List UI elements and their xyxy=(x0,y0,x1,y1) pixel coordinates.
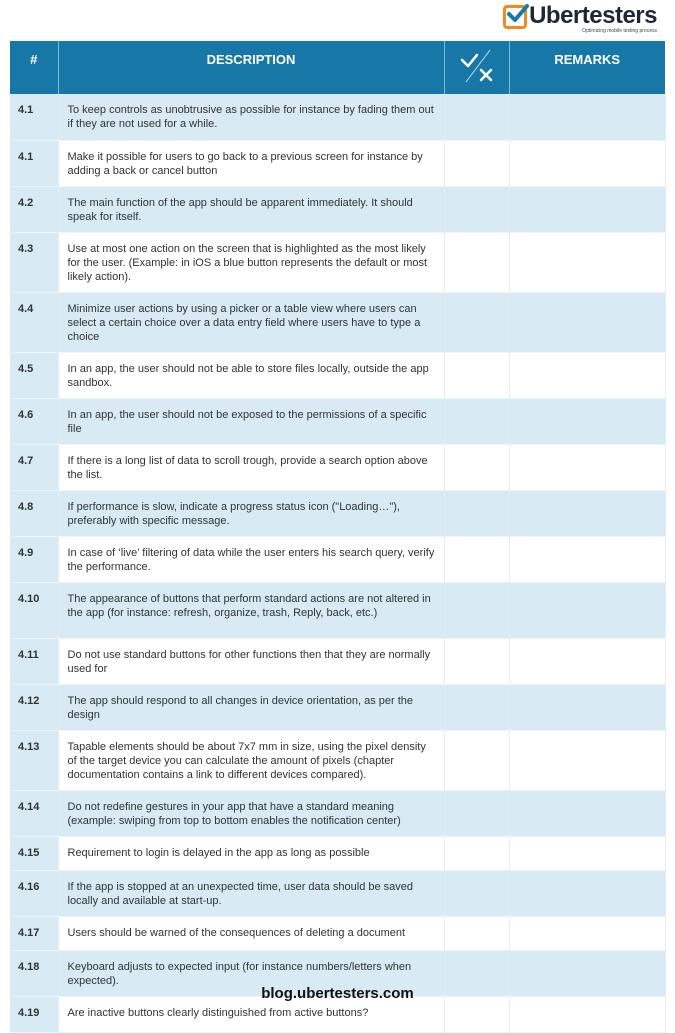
row-number: 4.16 xyxy=(10,870,58,916)
table-row xyxy=(10,232,665,292)
row-number: 4.2 xyxy=(10,186,58,232)
row-remarks-cell[interactable] xyxy=(509,444,665,490)
table-row xyxy=(10,444,665,490)
row-description: Do not redefine gestures in your app that have a standard meaning (example: swiping from top to bottom enables the notification center) xyxy=(58,790,444,836)
row-number: 4.11 xyxy=(10,638,58,684)
row-number: 4.18 xyxy=(10,950,58,996)
row-remarks-cell[interactable] xyxy=(509,536,665,582)
row-description: The app should respond to all changes in device orientation, as per the design xyxy=(58,684,444,730)
table-header-row xyxy=(10,41,665,94)
row-check-cell[interactable] xyxy=(444,490,509,536)
row-description: If the app is stopped at an unexpected time, user data should be saved locally and available at start-up. xyxy=(58,870,444,916)
table-row xyxy=(10,140,665,186)
checkbox-logo-icon xyxy=(503,5,527,29)
column-header-description: DESCRIPTION xyxy=(58,41,444,94)
row-remarks-cell[interactable] xyxy=(509,94,665,140)
row-check-cell[interactable] xyxy=(444,140,509,186)
row-description: Are inactive buttons clearly distinguished from active buttons? xyxy=(58,996,444,1032)
row-description: Requirement to login is delayed in the app as long as possible xyxy=(58,836,444,870)
row-number: 4.7 xyxy=(10,444,58,490)
row-description: In an app, the user should not be able to store files locally, outside the app sandbox. xyxy=(58,352,444,398)
row-number: 4.10 xyxy=(10,582,58,638)
table-row xyxy=(10,536,665,582)
row-check-cell[interactable] xyxy=(444,536,509,582)
row-remarks-cell[interactable] xyxy=(509,836,665,870)
table-row xyxy=(10,790,665,836)
ubertesters-logo xyxy=(503,3,657,35)
row-number: 4.6 xyxy=(10,398,58,444)
checklist-table xyxy=(10,41,666,1033)
row-description: To keep controls as unobtrusive as possible for instance by fading them out if they are not used for a while. xyxy=(58,94,444,140)
table-row xyxy=(10,352,665,398)
row-number: 4.1 xyxy=(10,94,58,140)
table-row xyxy=(10,730,665,790)
row-remarks-cell[interactable] xyxy=(509,140,665,186)
row-remarks-cell[interactable] xyxy=(509,232,665,292)
row-number: 4.13 xyxy=(10,730,58,790)
row-number: 4.9 xyxy=(10,536,58,582)
row-number: 4.3 xyxy=(10,232,58,292)
row-check-cell[interactable] xyxy=(444,582,509,638)
row-check-cell[interactable] xyxy=(444,870,509,916)
table-row xyxy=(10,490,665,536)
row-remarks-cell[interactable] xyxy=(509,790,665,836)
row-description: Users should be warned of the consequences of deleting a document xyxy=(58,916,444,950)
column-header-check xyxy=(444,41,509,94)
row-number: 4.4 xyxy=(10,292,58,352)
row-description: In an app, the user should not be exposed to the permissions of a specific file xyxy=(58,398,444,444)
row-remarks-cell[interactable] xyxy=(509,638,665,684)
row-check-cell[interactable] xyxy=(444,352,509,398)
row-check-cell[interactable] xyxy=(444,292,509,352)
row-check-cell[interactable] xyxy=(444,94,509,140)
row-check-cell[interactable] xyxy=(444,790,509,836)
row-remarks-cell[interactable] xyxy=(509,292,665,352)
row-remarks-cell[interactable] xyxy=(509,490,665,536)
row-check-cell[interactable] xyxy=(444,684,509,730)
row-remarks-cell[interactable] xyxy=(509,684,665,730)
row-remarks-cell[interactable] xyxy=(509,186,665,232)
row-description: If performance is slow, indicate a progress status icon ("Loading…"), preferably with specific message. xyxy=(58,490,444,536)
row-number: 4.8 xyxy=(10,490,58,536)
table-row xyxy=(10,398,665,444)
row-description: Keyboard adjusts to expected input (for instance numbers/letters when expected). xyxy=(58,950,444,996)
row-check-cell[interactable] xyxy=(444,730,509,790)
row-remarks-cell[interactable] xyxy=(509,352,665,398)
row-number: 4.15 xyxy=(10,836,58,870)
row-description: Tapable elements should be about 7x7 mm in size, using the pixel density of the target device you can calculate the amount of pixels (chapter documentation contains a link to different devices compared). xyxy=(58,730,444,790)
row-check-cell[interactable] xyxy=(444,836,509,870)
table-row xyxy=(10,582,665,638)
row-check-cell[interactable] xyxy=(444,186,509,232)
row-check-cell[interactable] xyxy=(444,638,509,684)
table-row xyxy=(10,870,665,916)
table-row xyxy=(10,684,665,730)
row-description: The main function of the app should be apparent immediately. It should speak for itself. xyxy=(58,186,444,232)
row-description: In case of ‘live’ filtering of data while the user enters his search query, verify the performance. xyxy=(58,536,444,582)
row-description: Make it possible for users to go back to a previous screen for instance by adding a back or cancel button xyxy=(58,140,444,186)
table-row xyxy=(10,292,665,352)
footer-url: blog.ubertesters.com xyxy=(261,985,414,1002)
row-number: 4.17 xyxy=(10,916,58,950)
row-remarks-cell[interactable] xyxy=(509,730,665,790)
row-number: 4.14 xyxy=(10,790,58,836)
row-check-cell[interactable] xyxy=(444,444,509,490)
row-check-cell[interactable] xyxy=(444,232,509,292)
table-row xyxy=(10,638,665,684)
row-remarks-cell[interactable] xyxy=(509,582,665,638)
check-cross-icon xyxy=(457,46,497,86)
row-check-cell[interactable] xyxy=(444,398,509,444)
row-remarks-cell[interactable] xyxy=(509,870,665,916)
row-description: Do not use standard buttons for other functions then that they are normally used for xyxy=(58,638,444,684)
row-remarks-cell[interactable] xyxy=(509,916,665,950)
row-check-cell[interactable] xyxy=(444,916,509,950)
table-row xyxy=(10,94,665,140)
logo-tagline: Optimizing mobile testing process xyxy=(582,28,657,34)
column-header-remarks: REMARKS xyxy=(509,41,665,94)
table-row xyxy=(10,916,665,950)
row-description: Use at most one action on the screen that is highlighted as the most likely for the user. (Example: in iOS a blue button represents the default or most likely action). xyxy=(58,232,444,292)
row-number: 4.12 xyxy=(10,684,58,730)
row-number: 4.1 xyxy=(10,140,58,186)
table-row xyxy=(10,186,665,232)
row-number: 4.5 xyxy=(10,352,58,398)
row-remarks-cell[interactable] xyxy=(509,398,665,444)
row-number: 4.19 xyxy=(10,996,58,1032)
row-description: Minimize user actions by using a picker or a table view where users can select a certain choice over a data entry field where users have to type a choice xyxy=(58,292,444,352)
logo-wordmark: Ubertesters xyxy=(529,2,657,29)
table-row xyxy=(10,836,665,870)
check-mark-icon xyxy=(507,4,529,24)
row-description: If there is a long list of data to scroll trough, provide a search option above the list. xyxy=(58,444,444,490)
column-header-number: # xyxy=(10,41,58,94)
row-description: The appearance of buttons that perform standard actions are not altered in the app (for instance: refresh, organize, trash, Reply, back, etc.) xyxy=(58,582,444,638)
